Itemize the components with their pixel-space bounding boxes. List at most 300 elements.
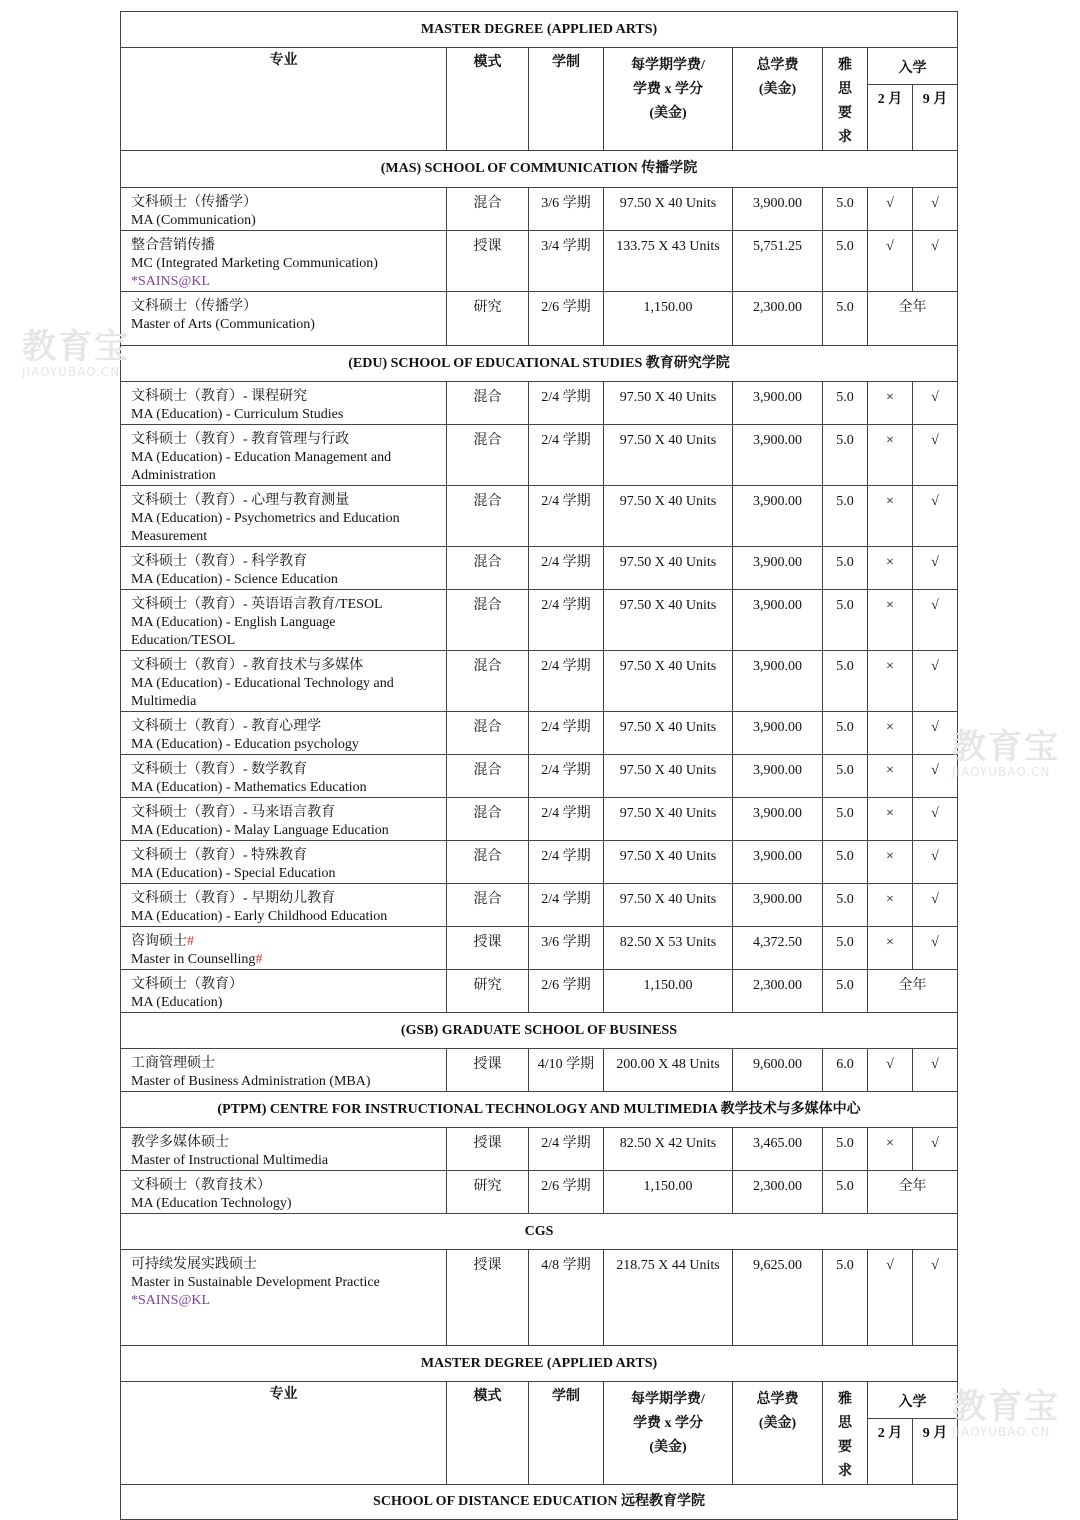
program-duration: 2/6 学期: [529, 970, 604, 1013]
header-program: 专业: [121, 48, 447, 151]
program-en-line: [131, 675, 442, 711]
program-name: [121, 425, 447, 486]
program-name: [121, 970, 447, 1013]
program-fee: 1,150.00: [604, 292, 733, 346]
program-mode: 混合: [447, 798, 529, 841]
program-name: [121, 292, 447, 346]
program-en-line: [131, 449, 442, 485]
program-total: 9,600.00: [733, 1049, 823, 1092]
header-mode: 模式: [447, 48, 529, 151]
program-cn: 文科硕士（教育）- 数学教育: [131, 762, 308, 777]
header-ielts-char: 雅: [838, 58, 852, 73]
program-cn-line: [131, 656, 442, 675]
header-fee: [604, 48, 733, 151]
intake-sep: √: [913, 884, 958, 927]
intake-feb: ×: [868, 927, 913, 970]
header-ielts-char: 雅: [838, 1392, 852, 1407]
intake-feb: ×: [868, 798, 913, 841]
program-fee: 97.50 X 40 Units: [604, 486, 733, 547]
intake-feb: ×: [868, 841, 913, 884]
program-ielts: 5.0: [823, 231, 868, 292]
program-ielts: 5.0: [823, 841, 868, 884]
program-ielts: 5.0: [823, 651, 868, 712]
program-mode: 混合: [447, 590, 529, 651]
program-ielts: 5.0: [823, 1250, 868, 1346]
section-2: [121, 1013, 958, 1049]
intake-sep: √: [913, 1250, 958, 1346]
header-fee: [604, 1382, 733, 1485]
program-cn: 文科硕士（教育技术）: [131, 1178, 271, 1193]
program-cn-line: [131, 1176, 442, 1195]
program-mode: 研究: [447, 970, 529, 1013]
program-duration: 2/4 学期: [529, 884, 604, 927]
intake-feb: √: [868, 231, 913, 292]
intake-feb: ×: [868, 425, 913, 486]
section-1-title: (EDU) SCHOOL OF EDUCATIONAL STUDIES 教育研究学院: [121, 346, 958, 382]
program-fee: 97.50 X 40 Units: [604, 651, 733, 712]
program-en: MA (Education) - Educational Technology and Multimedia: [131, 676, 394, 709]
section-3-title: (PTPM) CENTRE FOR INSTRUCTIONAL TECHNOLOGY AND MULTIMEDIA 教学技术与多媒体中心: [121, 1092, 958, 1128]
header-ielts-char: 求: [838, 1464, 852, 1479]
program-total: 3,900.00: [733, 884, 823, 927]
program-total: 3,900.00: [733, 547, 823, 590]
program-en-line: [131, 736, 442, 754]
program-duration: 3/6 学期: [529, 188, 604, 231]
intake-year-round: 全年: [868, 970, 958, 1013]
program-duration: 2/4 学期: [529, 651, 604, 712]
program-cn: 文科硕士（教育）- 教育心理学: [131, 719, 322, 734]
program-ielts: 5.0: [823, 590, 868, 651]
program-total: 3,900.00: [733, 798, 823, 841]
program-total: 3,900.00: [733, 486, 823, 547]
program-fee: 97.50 X 40 Units: [604, 425, 733, 486]
degree-table: [120, 11, 958, 1520]
program-en: MA (Communication): [131, 213, 256, 228]
table-row: [121, 188, 958, 231]
header-sep: 9 月: [913, 85, 958, 151]
program-duration: 2/6 学期: [529, 1171, 604, 1214]
program-cn: 文科硕士（教育）: [131, 977, 243, 992]
table-row: [121, 1128, 958, 1171]
program-en-line: [131, 255, 442, 273]
program-name: [121, 231, 447, 292]
bottom-header-row: [121, 1382, 958, 1419]
header-ielts-char: 要: [838, 1440, 852, 1455]
intake-feb: ×: [868, 1128, 913, 1171]
table-row: [121, 292, 958, 346]
intake-sep: √: [913, 188, 958, 231]
program-total: 3,900.00: [733, 590, 823, 651]
program-en-line: [131, 1152, 442, 1170]
intake-sep: √: [913, 927, 958, 970]
table-row: [121, 486, 958, 547]
program-cn-line: [131, 932, 442, 951]
intake-feb: √: [868, 1049, 913, 1092]
table-row: [121, 970, 958, 1013]
program-cn: 工商管理硕士: [131, 1056, 215, 1071]
program-total: 4,372.50: [733, 927, 823, 970]
header-duration: 学制: [529, 48, 604, 151]
program-fee: 133.75 X 43 Units: [604, 231, 733, 292]
program-en: MA (Education) - Psychometrics and Education Measurement: [131, 511, 400, 544]
program-ielts: 5.0: [823, 382, 868, 425]
program-total: 5,751.25: [733, 231, 823, 292]
intake-sep: √: [913, 841, 958, 884]
section-4-title: CGS: [121, 1214, 958, 1250]
header-total: [733, 1382, 823, 1485]
header-feb: 2 月: [868, 1419, 913, 1485]
program-en: Master of Arts (Communication): [131, 317, 315, 332]
program-name: [121, 755, 447, 798]
intake-sep: √: [913, 712, 958, 755]
program-name: [121, 798, 447, 841]
intake-sep: √: [913, 798, 958, 841]
program-en: Master in Counselling: [131, 952, 256, 967]
table-row: [121, 590, 958, 651]
program-en: Master in Sustainable Development Practice: [131, 1275, 380, 1290]
header-ielts-char: 思: [838, 1416, 852, 1431]
program-fee: 97.50 X 40 Units: [604, 188, 733, 231]
intake-feb: ×: [868, 486, 913, 547]
program-total: 2,300.00: [733, 970, 823, 1013]
intake-feb: ×: [868, 651, 913, 712]
header-total-line: 总学费: [756, 1392, 799, 1407]
intake-sep: √: [913, 755, 958, 798]
header-ielts-char: 求: [838, 130, 852, 145]
program-fee: 97.50 X 40 Units: [604, 547, 733, 590]
program-fee: 97.50 X 40 Units: [604, 712, 733, 755]
program-total: 3,900.00: [733, 755, 823, 798]
program-cn-line: [131, 552, 442, 571]
header-ielts: [823, 1382, 868, 1485]
program-name: [121, 1250, 447, 1346]
program-cn-line: [131, 846, 442, 865]
table-row: [121, 651, 958, 712]
program-note: *SAINS@KL: [131, 1293, 211, 1308]
header-ielts-char: 要: [838, 106, 852, 121]
program-mode: 混合: [447, 425, 529, 486]
intake-sep: √: [913, 651, 958, 712]
program-ielts: 5.0: [823, 712, 868, 755]
program-total: 3,900.00: [733, 382, 823, 425]
program-cn-line: [131, 387, 442, 406]
program-cn-line: [131, 297, 442, 316]
header-total-line: (美金): [758, 1416, 797, 1431]
program-cn-line: [131, 803, 442, 822]
footer-heading: [121, 1346, 958, 1382]
intake-sep: √: [913, 590, 958, 651]
intake-feb: √: [868, 1250, 913, 1346]
table-row: [121, 1049, 958, 1092]
program-en-line: [131, 212, 442, 230]
program-cn: 文科硕士（教育）- 教育管理与行政: [131, 432, 350, 447]
program-en-line: [131, 908, 442, 926]
header-fee-line: 学费 x 学分: [633, 82, 703, 97]
program-duration: 2/4 学期: [529, 712, 604, 755]
program-mode: 混合: [447, 755, 529, 798]
program-cn-line: [131, 975, 442, 994]
program-fee: 1,150.00: [604, 1171, 733, 1214]
program-en: MA (Education): [131, 995, 223, 1010]
program-duration: 2/4 学期: [529, 547, 604, 590]
program-mode: 授课: [447, 231, 529, 292]
program-en-line: [131, 779, 442, 797]
program-mode: 混合: [447, 841, 529, 884]
program-mark: #: [187, 934, 194, 949]
program-en-line: [131, 571, 442, 589]
program-note: *SAINS@KL: [131, 274, 211, 289]
program-cn: 文科硕士（教育）- 英语语言教育/TESOL: [131, 597, 383, 612]
program-duration: 2/4 学期: [529, 841, 604, 884]
program-duration: 3/6 学期: [529, 927, 604, 970]
program-total: 9,625.00: [733, 1250, 823, 1346]
program-en-line: [131, 406, 442, 424]
header-fee-line: (美金): [649, 106, 687, 121]
header-sep: 9 月: [913, 1419, 958, 1485]
header-total-line: 总学费: [756, 58, 799, 73]
program-mark: #: [255, 952, 263, 967]
section-2-title: (GSB) GRADUATE SCHOOL OF BUSINESS: [121, 1013, 958, 1049]
program-cn: 教学多媒体硕士: [131, 1135, 229, 1150]
header-program: 专业: [121, 1382, 447, 1485]
program-duration: 2/4 学期: [529, 486, 604, 547]
program-cn-line: [131, 717, 442, 736]
program-en: MA (Education) - English Language Education/TESOL: [131, 615, 336, 648]
program-mode: 研究: [447, 292, 529, 346]
program-total: 3,900.00: [733, 188, 823, 231]
program-en-line: [131, 822, 442, 840]
section-0: [121, 151, 958, 188]
program-ielts: 6.0: [823, 1049, 868, 1092]
program-cn-line: [131, 889, 442, 908]
header-fee-line: (美金): [649, 1440, 687, 1455]
program-name: [121, 486, 447, 547]
program-mode: 混合: [447, 547, 529, 590]
table-row: [121, 382, 958, 425]
program-ielts: 5.0: [823, 292, 868, 346]
footer-section-title: SCHOOL OF DISTANCE EDUCATION 远程教育学院: [121, 1485, 958, 1520]
program-duration: 3/4 学期: [529, 231, 604, 292]
section-0-title: (MAS) SCHOOL OF COMMUNICATION 传播学院: [121, 151, 958, 188]
program-en: MA (Education) - Curriculum Studies: [131, 407, 344, 422]
intake-feb: ×: [868, 755, 913, 798]
watermark-left: 教育宝 JIAOYUBAO.CN: [22, 327, 130, 379]
intake-year-round: 全年: [868, 1171, 958, 1214]
program-cn: 文科硕士（教育）- 早期幼儿教育: [131, 891, 336, 906]
program-cn-line: [131, 595, 442, 614]
program-name: [121, 382, 447, 425]
program-name: [121, 841, 447, 884]
intake-sep: √: [913, 1128, 958, 1171]
table-row: [121, 798, 958, 841]
program-ielts: 5.0: [823, 425, 868, 486]
main-heading-title: MASTER DEGREE (APPLIED ARTS): [121, 12, 958, 48]
table-row: [121, 1250, 958, 1346]
program-cn-line: [131, 236, 442, 255]
program-en-line: [131, 510, 442, 546]
program-cn-line: [131, 430, 442, 449]
intake-feb: ×: [868, 382, 913, 425]
program-duration: 2/6 学期: [529, 292, 604, 346]
program-en-line: [131, 1274, 442, 1292]
program-fee: 1,150.00: [604, 970, 733, 1013]
footer-heading-title: MASTER DEGREE (APPLIED ARTS): [121, 1346, 958, 1382]
program-en-line: [131, 1195, 442, 1213]
section-4: [121, 1214, 958, 1250]
program-en-line: [131, 1073, 442, 1091]
program-mode: 授课: [447, 1049, 529, 1092]
program-ielts: 5.0: [823, 188, 868, 231]
program-en: MA (Education) - Mathematics Education: [131, 780, 367, 795]
program-total: 3,900.00: [733, 841, 823, 884]
intake-sep: √: [913, 382, 958, 425]
table-row: [121, 884, 958, 927]
header-mode: 模式: [447, 1382, 529, 1485]
program-duration: 2/4 学期: [529, 798, 604, 841]
header-fee-line: 每学期学费/: [631, 58, 705, 73]
section-3: [121, 1092, 958, 1128]
program-fee: 97.50 X 40 Units: [604, 590, 733, 651]
program-ielts: 5.0: [823, 486, 868, 547]
program-ielts: 5.0: [823, 798, 868, 841]
program-en-line: [131, 951, 442, 969]
header-feb: 2 月: [868, 85, 913, 151]
section-1: [121, 346, 958, 382]
program-fee: 97.50 X 40 Units: [604, 798, 733, 841]
table-row: [121, 927, 958, 970]
program-ielts: 5.0: [823, 927, 868, 970]
program-cn: 文科硕士（传播学）: [131, 299, 257, 314]
program-cn: 文科硕士（教育）- 马来语言教育: [131, 805, 336, 820]
program-name: [121, 651, 447, 712]
program-ielts: 5.0: [823, 1171, 868, 1214]
program-cn: 文科硕士（传播学）: [131, 195, 257, 210]
intake-feb: √: [868, 188, 913, 231]
header-intake: 入学: [868, 48, 958, 85]
intake-sep: √: [913, 486, 958, 547]
intake-sep: √: [913, 1049, 958, 1092]
program-duration: 2/4 学期: [529, 755, 604, 798]
program-name: [121, 712, 447, 755]
program-fee: 97.50 X 40 Units: [604, 755, 733, 798]
program-ielts: 5.0: [823, 970, 868, 1013]
program-en: MC (Integrated Marketing Communication): [131, 256, 378, 271]
program-ielts: 5.0: [823, 755, 868, 798]
program-en: MA (Education) - Malay Language Education: [131, 823, 389, 838]
top-header-row: [121, 48, 958, 85]
program-duration: 2/4 学期: [529, 590, 604, 651]
program-total: 3,465.00: [733, 1128, 823, 1171]
program-cn-line: [131, 193, 442, 212]
table-row: [121, 547, 958, 590]
program-name: [121, 1171, 447, 1214]
program-mode: 混合: [447, 486, 529, 547]
program-cn: 可持续发展实践硕士: [131, 1257, 257, 1272]
program-en: MA (Education Technology): [131, 1196, 292, 1211]
program-cn: 咨询硕士: [131, 934, 187, 949]
intake-sep: √: [913, 547, 958, 590]
program-en: MA (Education) - Special Education: [131, 866, 336, 881]
program-duration: 2/4 学期: [529, 382, 604, 425]
program-fee: 218.75 X 44 Units: [604, 1250, 733, 1346]
intake-feb: ×: [868, 712, 913, 755]
program-mode: 混合: [447, 712, 529, 755]
intake-sep: √: [913, 425, 958, 486]
program-en-line: [131, 316, 442, 334]
intake-feb: ×: [868, 884, 913, 927]
program-cn: 整合营销传播: [131, 238, 215, 253]
program-fee: 82.50 X 42 Units: [604, 1128, 733, 1171]
program-en: Master of Instructional Multimedia: [131, 1153, 329, 1168]
program-mode: 混合: [447, 188, 529, 231]
program-cn-line: [131, 760, 442, 779]
program-duration: 2/4 学期: [529, 425, 604, 486]
header-ielts-char: 思: [838, 82, 852, 97]
header-fee-line: 每学期学费/: [631, 1392, 705, 1407]
program-total: 2,300.00: [733, 292, 823, 346]
program-en: Master of Business Administration (MBA): [131, 1074, 371, 1089]
program-mode: 研究: [447, 1171, 529, 1214]
program-cn: 文科硕士（教育）- 特殊教育: [131, 848, 308, 863]
header-intake: 入学: [868, 1382, 958, 1419]
watermark-right: 教育宝 JIAOYUBAO.CN: [952, 727, 1060, 779]
table-row: [121, 425, 958, 486]
program-mode: 混合: [447, 884, 529, 927]
program-mode: 授课: [447, 1128, 529, 1171]
program-name: [121, 590, 447, 651]
program-cn-line: [131, 491, 442, 510]
program-en: MA (Education) - Early Childhood Education: [131, 909, 388, 924]
program-en-line: [131, 614, 442, 650]
watermark-bottom: 教育宝 JIAOYUBAO.CN: [952, 1387, 1060, 1439]
program-name: [121, 188, 447, 231]
program-total: 2,300.00: [733, 1171, 823, 1214]
intake-sep: √: [913, 231, 958, 292]
table-row: [121, 712, 958, 755]
program-name: [121, 547, 447, 590]
intake-year-round: 全年: [868, 292, 958, 346]
program-name: [121, 1049, 447, 1092]
program-cn: 文科硕士（教育）- 课程研究: [131, 389, 308, 404]
intake-feb: ×: [868, 547, 913, 590]
program-en-line: [131, 994, 442, 1012]
table-row: [121, 231, 958, 292]
program-duration: 2/4 学期: [529, 1128, 604, 1171]
main-heading: [121, 12, 958, 48]
table-row: [121, 755, 958, 798]
program-duration: 4/8 学期: [529, 1250, 604, 1346]
program-ielts: 5.0: [823, 547, 868, 590]
program-mode: 授课: [447, 927, 529, 970]
program-mode: 混合: [447, 382, 529, 425]
intake-feb: ×: [868, 590, 913, 651]
program-fee: 97.50 X 40 Units: [604, 841, 733, 884]
program-mode: 混合: [447, 651, 529, 712]
program-name: [121, 884, 447, 927]
program-total: 3,900.00: [733, 425, 823, 486]
program-fee: 82.50 X 53 Units: [604, 927, 733, 970]
program-duration: 4/10 学期: [529, 1049, 604, 1092]
footer-section: [121, 1485, 958, 1520]
program-total: 3,900.00: [733, 651, 823, 712]
program-cn-line: [131, 1054, 442, 1073]
program-ielts: 5.0: [823, 1128, 868, 1171]
program-fee: 200.00 X 48 Units: [604, 1049, 733, 1092]
program-name: [121, 1128, 447, 1171]
header-total-line: (美金): [758, 82, 797, 97]
program-cn-line: [131, 1133, 442, 1152]
program-en: MA (Education) - Education psychology: [131, 737, 359, 752]
